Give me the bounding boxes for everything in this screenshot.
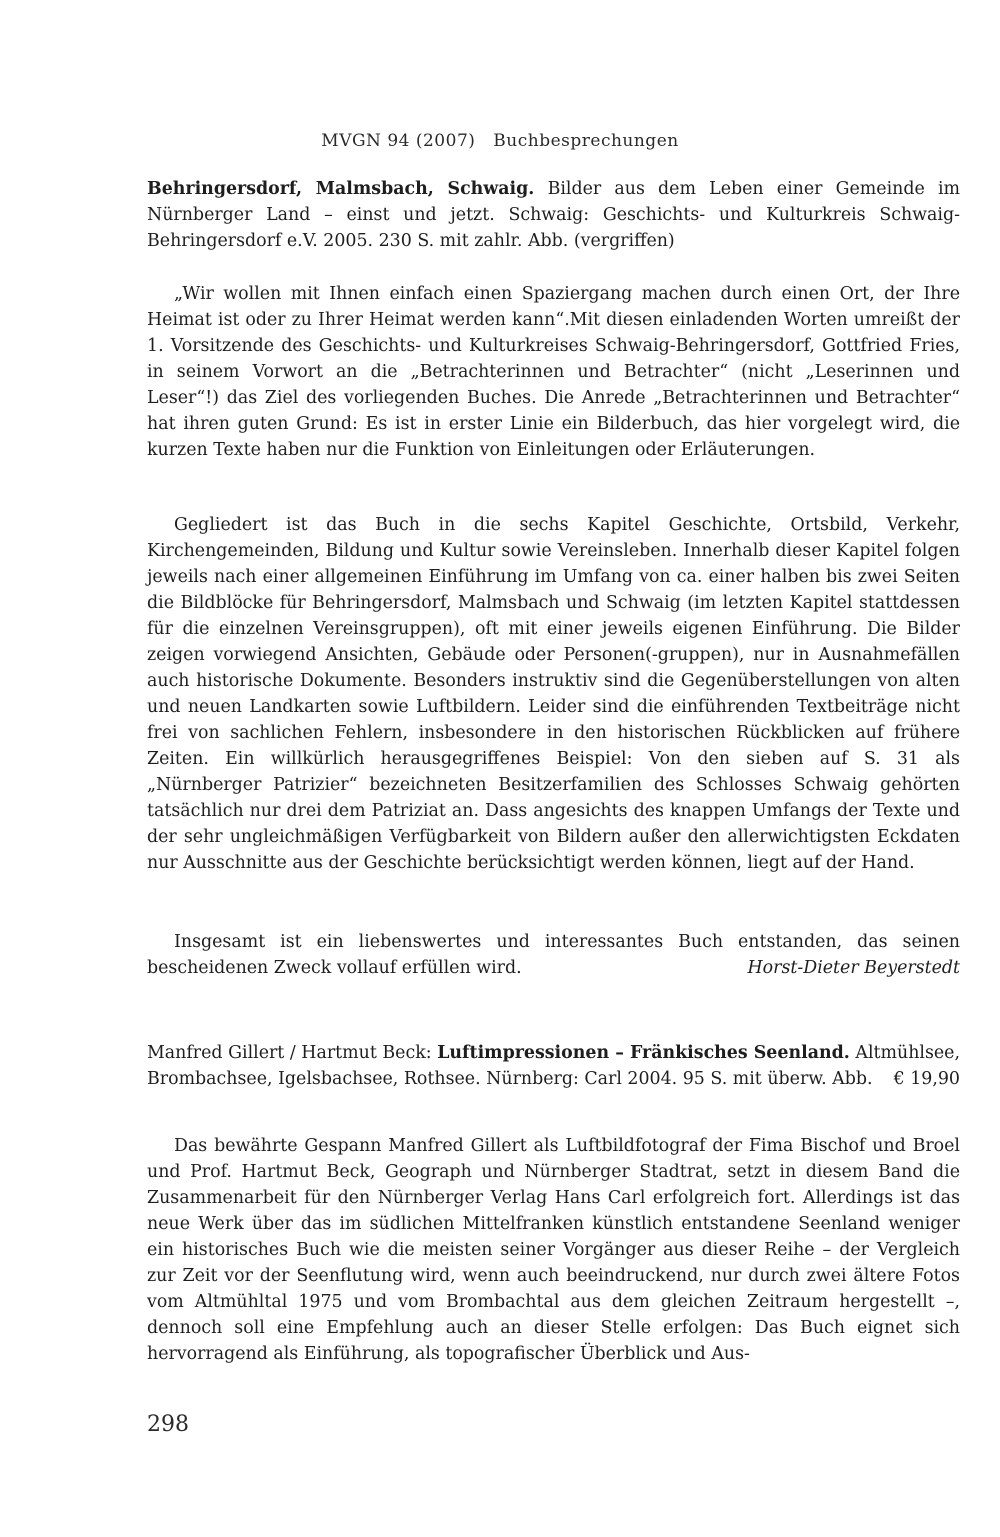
page-number: 298: [147, 1412, 189, 1437]
paragraph: Das bewährte Gespann Manfred Gillert als Luftbildfotograf der Fima Bischof und Broel und Prof. Hartmut Beck, Geograph und Nürnberger Stadtrat, setzt in diesem Band die Zusammenarbeit für den Nürnberger Verlag Hans Carl erfolgreich fort. Allerdings ist das neue Werk über das im südlichen Mittelfranken künstlich entstandene Seenland weniger ein historisches Buch wie die meisten seiner Vorgänger aus dieser Reihe – der Vergleich zur Zeit vor der Seenflutung wird, wenn auch beeindruckend, nur durch zwei ältere Fotos vom Altmühltal 1975 und vom Brombachtal aus dem gleichen Zeitraum hergestellt –, dennoch soll eine Empfehlung auch an dieser Stelle erfolgen: Das Buch eignet sich hervorragend als Einführung, als topografischer Überblick und Aus-: [147, 1136, 960, 1364]
paragraph: „Wir wollen mit Ihnen einfach einen Spaziergang machen durch einen Ort, der Ihre Heimat ist oder zu Ihrer Heimat werden kann“.Mit diesen einladenden Worten umreißt der 1. Vorsitzende des Geschichts- und Kulturkreises Schwaig-Behringersdorf, Gottfried Fries, in seinem Vorwort an die „Betrachterinnen und Betrachter“ (nicht „Leserinnen und Leser“!) das Ziel des vorliegenden Buches. Die Anrede „Betrachterinnen und Betrachter“ hat ihren guten Grund: Es ist in erster Linie ein Bilderbuch, das hier vorgelegt wird, die kurzen Texte haben nur die Funktion von Einleitungen oder Erläuterungen.: [147, 284, 960, 460]
review-conclusion: [147, 929, 960, 981]
review-luftimpressionen: [147, 1040, 960, 1092]
book-title: Luftimpressionen – Fränkisches Seenland.: [437, 1043, 850, 1063]
section-title: Buchbesprechungen: [493, 131, 679, 151]
review-citation: [147, 1040, 960, 1092]
book-authors: Manfred Gillert / Hartmut Beck:: [147, 1043, 432, 1063]
review-behringersdorf: [147, 176, 960, 254]
book-biblio: Altmühlsee, Brombachsee, Igelsbachsee, Rothsee. Nürnberg: Carl 2004. 95 S. mit überw. Abb.: [147, 1043, 961, 1089]
paragraph: [147, 929, 960, 981]
review-body: [147, 512, 960, 876]
paragraph: Gegliedert ist das Buch in die sechs Kapitel Geschichte, Ortsbild, Verkehr, Kirchengemeinden, Bildung und Kultur sowie Vereinsleben. Innerhalb dieser Kapitel folgen jeweils nach einer allgemeinen Einführung im Umfang von ca. einer halben bis zwei Seiten die Bildblöcke für Behringersdorf, Malmsbach und Schwaig (im letzten Kapitel stattdessen für die einzelnen Vereinsgruppen), oft mit einer jeweils eigenen Einführung. Die Bilder zeigen vorwiegend Ansichten, Gebäude oder Personen(-gruppen), nur in Ausnahmefällen auch historische Dokumente. Besonders instruktiv sind die Gegenüberstellungen von alten und neuen Landkarten sowie Luftbildern. Leider sind die einführenden Textbeiträge nicht frei von sachlichen Fehlern, insbesondere in den historischen Rückblicken auf frühere Zeiten. Ein willkürlich herausgegriffenes Beispiel: Von den sieben auf S. 31 als „Nürnberger Patrizier“ bezeichneten Besitzerfamilien des Schlosses Schwaig gehörten tatsächlich nur drei dem Patriziat an. Dass angesichts des knappen Umfangs der Texte und der sehr ungleichmäßigen Verfügbarkeit von Bildern außer den allerwichtigsten Eckdaten nur Ausschnitte aus der Geschichte berücksichtigt werden können, liegt auf der Hand.: [147, 515, 960, 873]
review-citation: [147, 176, 960, 254]
running-header: [0, 131, 1000, 151]
book-title: Behringersdorf, Malmsbach, Schwaig.: [147, 179, 535, 199]
conclusion-text: Insgesamt ist ein liebenswertes und interessantes Buch entstanden, das seinen bescheidenen Zweck vollauf erfüllen wird.: [147, 932, 960, 978]
review-body: [147, 1133, 960, 1367]
book-biblio: Bilder aus dem Leben einer Gemeinde im Nürnberger Land – einst und jetzt. Schwaig: Geschichts- und Kulturkreis Schwaig-Behringersdorf e.V. 2005. 230 S. mit zahlr. Abb. (vergriffen): [147, 179, 961, 251]
reviewer-signature: Horst-Dieter Beyerstedt: [747, 958, 960, 978]
review-body: [147, 281, 960, 463]
book-price: € 19,90: [893, 1069, 960, 1089]
journal-citation: MVGN 94 (2007): [321, 131, 476, 151]
